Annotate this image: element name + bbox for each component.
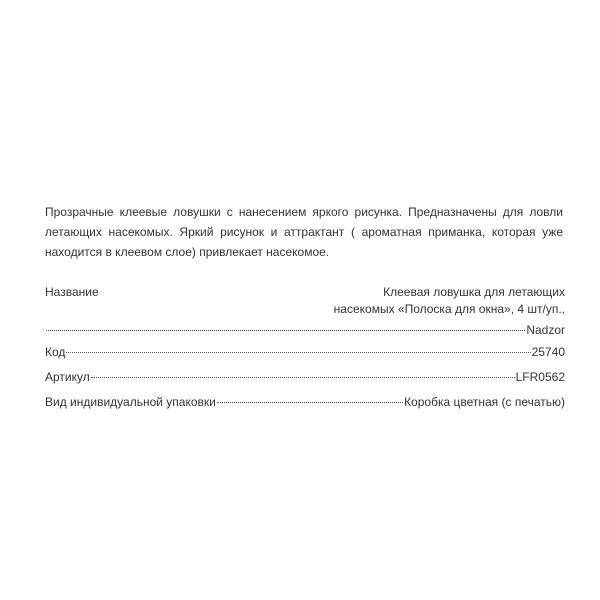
spec-label-packaging: Вид индивидуальной упаковки — [45, 395, 216, 409]
dot-leader — [66, 352, 530, 353]
spec-label-code: Код — [45, 345, 66, 359]
spec-row-code — [45, 345, 565, 370]
spec-label-name: Название — [45, 285, 99, 299]
spec-value-article: LFR0562 — [515, 370, 565, 384]
specs-table — [45, 285, 565, 420]
spec-label-article: Артикул — [45, 370, 90, 384]
spec-row-name — [45, 285, 565, 345]
spec-row-packaging — [45, 395, 565, 420]
dot-leader — [46, 330, 525, 331]
product-description: Прозрачные клеевые ловушки с нанесением яркого рисунка. Предназначены для ловли летающих насекомых. Яркий рисунок и аттрактант ( ароматная приманка, которая уже находится в клеевом слое) привлекает насекомое. — [45, 205, 563, 259]
dot-leader — [91, 377, 515, 378]
spec-value-name-line2: насекомых «Полоска для окна», 4 шт/уп., — [333, 302, 565, 316]
spec-name-last-line — [45, 323, 565, 337]
spec-value-packaging: Коробка цветная (с печатью) — [404, 395, 565, 409]
spec-row-article — [45, 370, 565, 395]
spec-value-code: 25740 — [531, 345, 565, 359]
spec-value-name-line3: Nadzor — [526, 323, 565, 337]
dot-leader — [217, 402, 403, 403]
spec-value-name-line1: Клеевая ловушка для летающих — [383, 285, 565, 299]
